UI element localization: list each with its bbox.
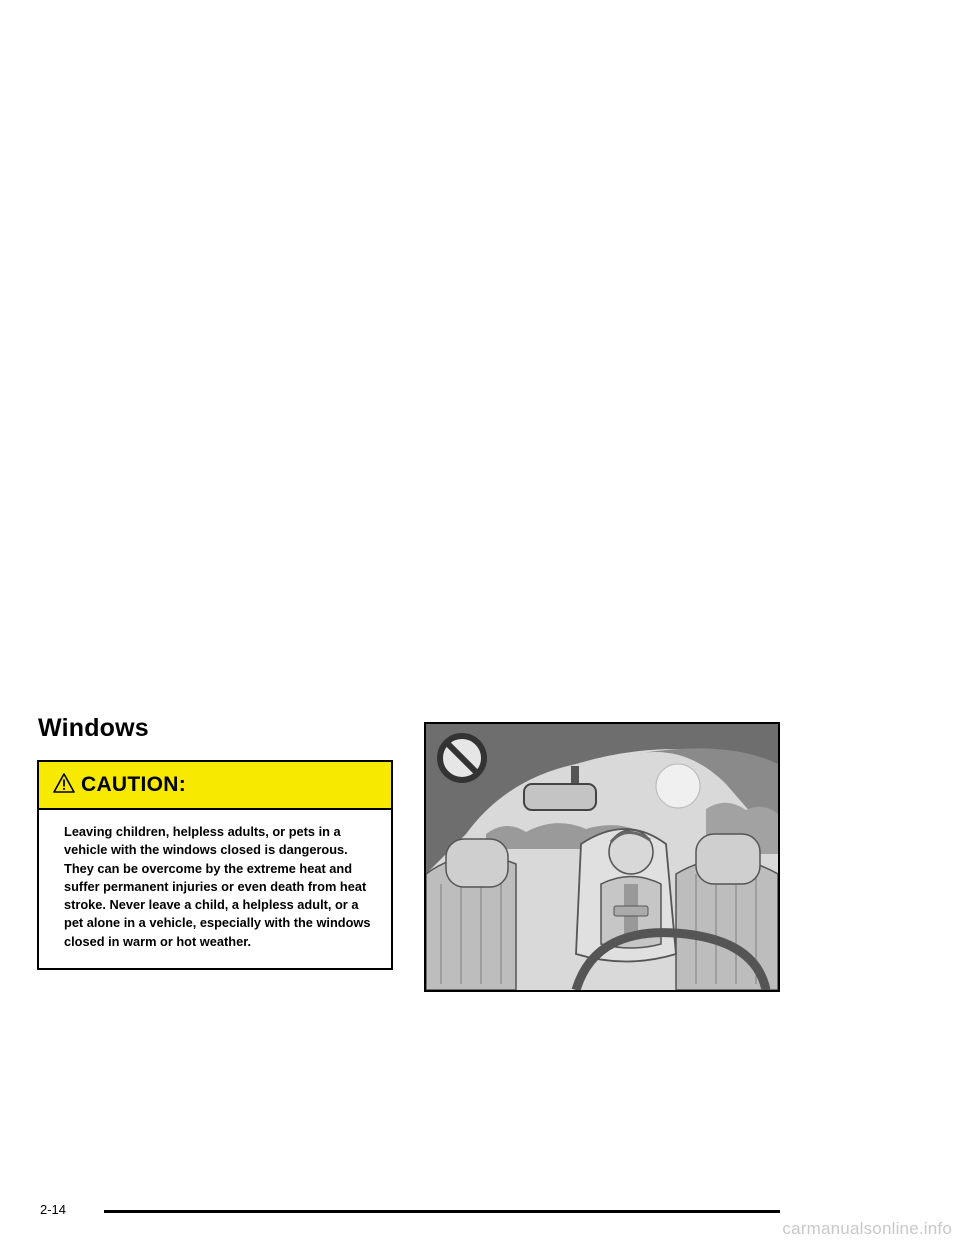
warning-triangle-icon — [53, 773, 75, 793]
caution-box — [37, 760, 393, 970]
child-in-car-illustration — [424, 722, 780, 992]
caution-label: CAUTION: — [81, 773, 187, 796]
footer-rule — [104, 1210, 780, 1213]
caution-header — [39, 762, 391, 810]
caution-text: Leaving children, helpless adults, or pets in a vehicle with the windows closed is dangerous. They can be overcome by the extreme heat and suffer permanent injuries or even death from heat stroke. Never leave a child, a helpless adult, or a pet alone in a vehicle, especially with the windows closed in warm or hot weather. — [64, 824, 371, 949]
watermark: carmanualsonline.info — [782, 1219, 952, 1238]
section-title: Windows — [38, 714, 149, 742]
prohibition-icon — [440, 736, 484, 780]
page-number: 2-14 — [40, 1202, 67, 1217]
